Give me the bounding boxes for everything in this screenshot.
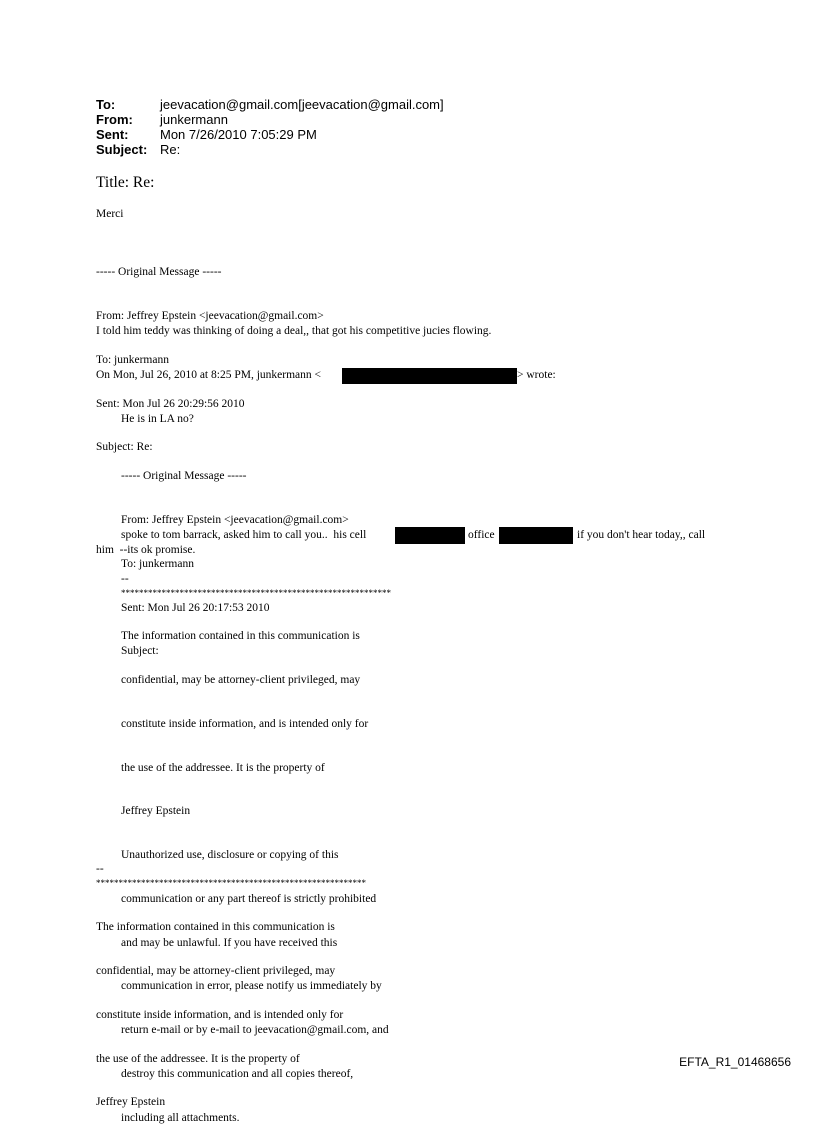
disclaimer-line: and may be unlawful. If you have received this [121,936,338,949]
spoke-part1: spoke to tom barrack, asked him to call you.. his cell [121,529,367,541]
disclaimer-line: Unauthorized use, disclosure or copying of this [121,849,339,862]
disclaimer-line: constitute inside information, and is intended only for [121,717,369,730]
disclaimer-line: The information contained in this communication is [96,921,335,934]
orig2-line: Subject: [121,645,159,658]
on-mon-prefix: On Mon, Jul 26, 2010 at 8:25 PM, junkermann < [96,369,321,381]
spoke-line2: him --its ok promise. [96,544,196,556]
orig1-line: Sent: Mon Jul 26 20:29:56 2010 [96,397,245,410]
told-text: I told him teddy was thinking of doing a deal,, that got his competitive jucies flowing. [96,325,492,337]
disclaimer-line: the use of the addressee. It is the property of [96,1052,300,1065]
orig2-line: ----- Original Message ----- [121,470,247,483]
page-title: Title: Re: [96,174,155,191]
orig2-line: Sent: Mon Jul 26 20:17:53 2010 [121,601,270,614]
orig2-line: To: junkermann [121,557,194,570]
on-mon-suffix: > wrote: [517,369,556,381]
disclaimer-line: communication in error, please notify us immediately by [121,980,382,993]
original-message-1 [96,236,324,470]
disclaimer-line: the use of the addressee. It is the property of [121,761,325,774]
spoke-part3: if you don't hear today,, call [577,529,706,541]
document-id: EFTA_R1_01468656 [679,1055,791,1069]
header-subject-value: Re: [160,142,181,157]
redaction-box [499,527,573,544]
header-subject-label: Subject: [96,142,148,157]
he-is-text: He is in LA no? [121,413,194,425]
disclaimer-line: communication or any part thereof is strictly prohibited [121,892,377,905]
disclaimer-line: confidential, may be attorney-client privileged, may [121,673,361,686]
disclaimer-line: The information contained in this communication is [121,630,360,643]
disclaimer-line: confidential, may be attorney-client privileged, may [96,964,336,977]
orig1-line: Subject: Re: [96,441,153,454]
header-to-value: jeevacation@gmail.com[jeevacation@gmail.com] [160,97,444,112]
disclaimer-line: constitute inside information, and is intended only for [96,1008,344,1021]
redaction-box [342,368,517,384]
signature-dash-2: -- [96,863,104,875]
header-from-value: junkermann [160,112,228,127]
disclaimer-line: return e-mail or by e-mail to jeevacation@gmail.com, and [121,1024,389,1037]
signature-dash: -- [121,573,129,585]
disclaimer-line: including all attachments. [121,1111,240,1124]
orig1-line: ----- Original Message ----- [96,266,222,279]
disclaimer-line: Jeffrey Epstein [96,1096,166,1109]
header-sent-value: Mon 7/26/2010 7:05:29 PM [160,127,317,142]
orig1-line: To: junkermann [96,353,169,366]
disclaimer-2 [96,891,343,1125]
greeting-text: Merci [96,208,124,220]
disclaimer-line: Jeffrey Epstein [121,805,191,818]
spoke-part2: office [468,529,495,541]
signature-stars: ************************************************************ [121,588,391,598]
header-sent-label: Sent: [96,127,129,142]
orig2-line: From: Jeffrey Epstein <jeevacation@gmail.com> [121,513,349,526]
header-from-label: From: [96,112,133,127]
signature-stars-2: ************************************************************ [96,878,366,888]
disclaimer-line: destroy this communication and all copies thereof, [121,1068,354,1080]
redaction-box [395,527,465,544]
orig1-line: From: Jeffrey Epstein <jeevacation@gmail.com> [96,309,324,322]
header-to-label: To: [96,97,116,112]
